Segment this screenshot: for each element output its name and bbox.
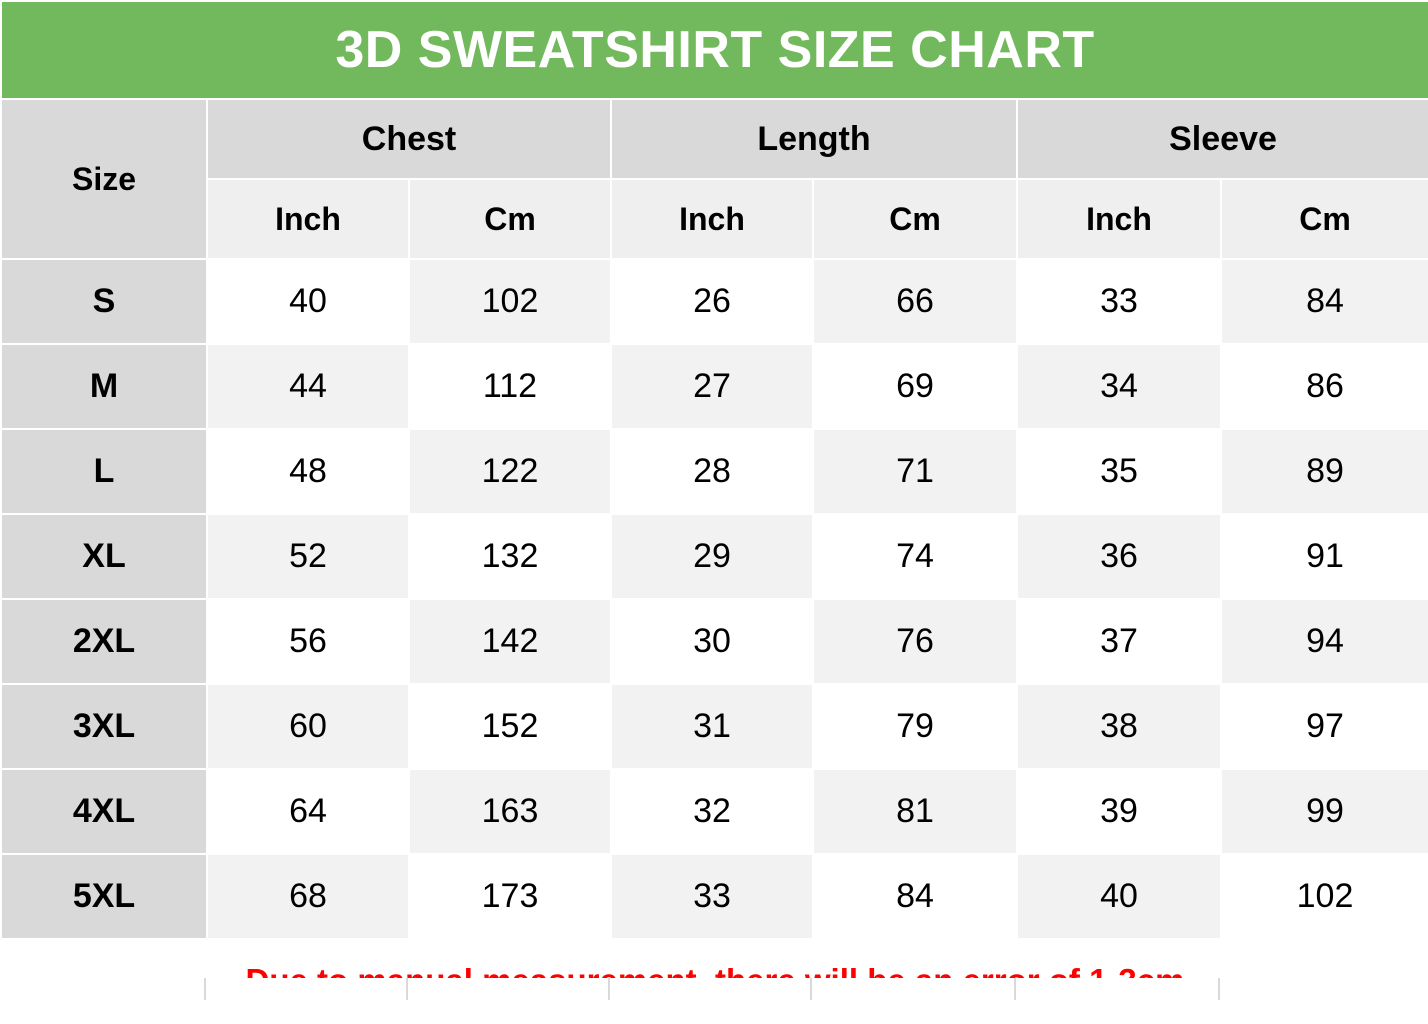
table-row bbox=[1, 514, 1428, 599]
cell-chest-cm: 173 bbox=[409, 854, 611, 939]
cell-chest-cm: 112 bbox=[409, 344, 611, 429]
cell-sleeve-inch: 36 bbox=[1017, 514, 1221, 599]
cell-sleeve-cm: 91 bbox=[1221, 514, 1428, 599]
cell-length-inch: 33 bbox=[611, 854, 813, 939]
bottom-edge-segment bbox=[408, 978, 610, 1000]
bottom-edge-segment bbox=[1016, 978, 1220, 1000]
cell-sleeve-cm: 97 bbox=[1221, 684, 1428, 769]
row-size-label: XL bbox=[1, 514, 207, 599]
cell-length-inch: 29 bbox=[611, 514, 813, 599]
cell-length-inch: 26 bbox=[611, 259, 813, 344]
cell-chest-cm: 163 bbox=[409, 769, 611, 854]
cell-chest-inch: 52 bbox=[207, 514, 409, 599]
unit-header-sleeve-cm: Cm bbox=[1221, 179, 1428, 259]
cell-length-inch: 32 bbox=[611, 769, 813, 854]
cell-chest-inch: 44 bbox=[207, 344, 409, 429]
cell-sleeve-inch: 35 bbox=[1017, 429, 1221, 514]
cell-length-cm: 79 bbox=[813, 684, 1017, 769]
page-title: 3D SWEATSHIRT SIZE CHART bbox=[1, 1, 1428, 99]
row-size-label: L bbox=[1, 429, 207, 514]
cell-chest-cm: 132 bbox=[409, 514, 611, 599]
unit-header-chest-cm: Cm bbox=[409, 179, 611, 259]
table-bottom-edge bbox=[0, 978, 1428, 1000]
cell-sleeve-cm: 102 bbox=[1221, 854, 1428, 939]
cell-length-inch: 27 bbox=[611, 344, 813, 429]
cell-length-inch: 31 bbox=[611, 684, 813, 769]
row-size-label: 4XL bbox=[1, 769, 207, 854]
cell-sleeve-cm: 89 bbox=[1221, 429, 1428, 514]
column-header-chest: Chest bbox=[207, 99, 611, 179]
table-group-header-row bbox=[1, 99, 1428, 179]
cell-chest-inch: 40 bbox=[207, 259, 409, 344]
cell-chest-inch: 64 bbox=[207, 769, 409, 854]
bottom-edge-segment bbox=[0, 978, 206, 1000]
table-title-row bbox=[1, 1, 1428, 99]
cell-sleeve-inch: 40 bbox=[1017, 854, 1221, 939]
unit-header-length-cm: Cm bbox=[813, 179, 1017, 259]
bottom-edge-segment bbox=[610, 978, 812, 1000]
bottom-edge-segment bbox=[1220, 978, 1428, 1000]
table-row bbox=[1, 769, 1428, 854]
cell-sleeve-cm: 84 bbox=[1221, 259, 1428, 344]
table-row bbox=[1, 429, 1428, 514]
cell-length-cm: 76 bbox=[813, 599, 1017, 684]
cell-length-cm: 84 bbox=[813, 854, 1017, 939]
cell-sleeve-inch: 34 bbox=[1017, 344, 1221, 429]
cell-sleeve-cm: 99 bbox=[1221, 769, 1428, 854]
row-size-label: 2XL bbox=[1, 599, 207, 684]
row-size-label: S bbox=[1, 259, 207, 344]
cell-length-cm: 81 bbox=[813, 769, 1017, 854]
column-header-length: Length bbox=[611, 99, 1017, 179]
unit-header-sleeve-inch: Inch bbox=[1017, 179, 1221, 259]
cell-length-cm: 74 bbox=[813, 514, 1017, 599]
column-header-size: Size bbox=[1, 99, 207, 259]
cell-sleeve-inch: 33 bbox=[1017, 259, 1221, 344]
cell-sleeve-inch: 39 bbox=[1017, 769, 1221, 854]
unit-header-chest-inch: Inch bbox=[207, 179, 409, 259]
cell-sleeve-cm: 94 bbox=[1221, 599, 1428, 684]
table-row bbox=[1, 259, 1428, 344]
cell-chest-inch: 60 bbox=[207, 684, 409, 769]
cell-sleeve-inch: 37 bbox=[1017, 599, 1221, 684]
cell-chest-inch: 56 bbox=[207, 599, 409, 684]
bottom-edge-segment bbox=[812, 978, 1016, 1000]
table-row bbox=[1, 344, 1428, 429]
cell-chest-inch: 68 bbox=[207, 854, 409, 939]
cell-sleeve-inch: 38 bbox=[1017, 684, 1221, 769]
table-row bbox=[1, 854, 1428, 939]
cell-chest-inch: 48 bbox=[207, 429, 409, 514]
cell-chest-cm: 122 bbox=[409, 429, 611, 514]
table-row bbox=[1, 684, 1428, 769]
cell-chest-cm: 152 bbox=[409, 684, 611, 769]
unit-header-length-inch: Inch bbox=[611, 179, 813, 259]
table-row bbox=[1, 599, 1428, 684]
cell-length-inch: 28 bbox=[611, 429, 813, 514]
cell-length-cm: 69 bbox=[813, 344, 1017, 429]
cell-length-inch: 30 bbox=[611, 599, 813, 684]
cell-chest-cm: 142 bbox=[409, 599, 611, 684]
cell-length-cm: 71 bbox=[813, 429, 1017, 514]
column-header-sleeve: Sleeve bbox=[1017, 99, 1428, 179]
cell-chest-cm: 102 bbox=[409, 259, 611, 344]
table-unit-header-row bbox=[1, 179, 1428, 259]
cell-length-cm: 66 bbox=[813, 259, 1017, 344]
row-size-label: 5XL bbox=[1, 854, 207, 939]
row-size-label: 3XL bbox=[1, 684, 207, 769]
bottom-edge-segment bbox=[206, 978, 408, 1000]
cell-sleeve-cm: 86 bbox=[1221, 344, 1428, 429]
row-size-label: M bbox=[1, 344, 207, 429]
